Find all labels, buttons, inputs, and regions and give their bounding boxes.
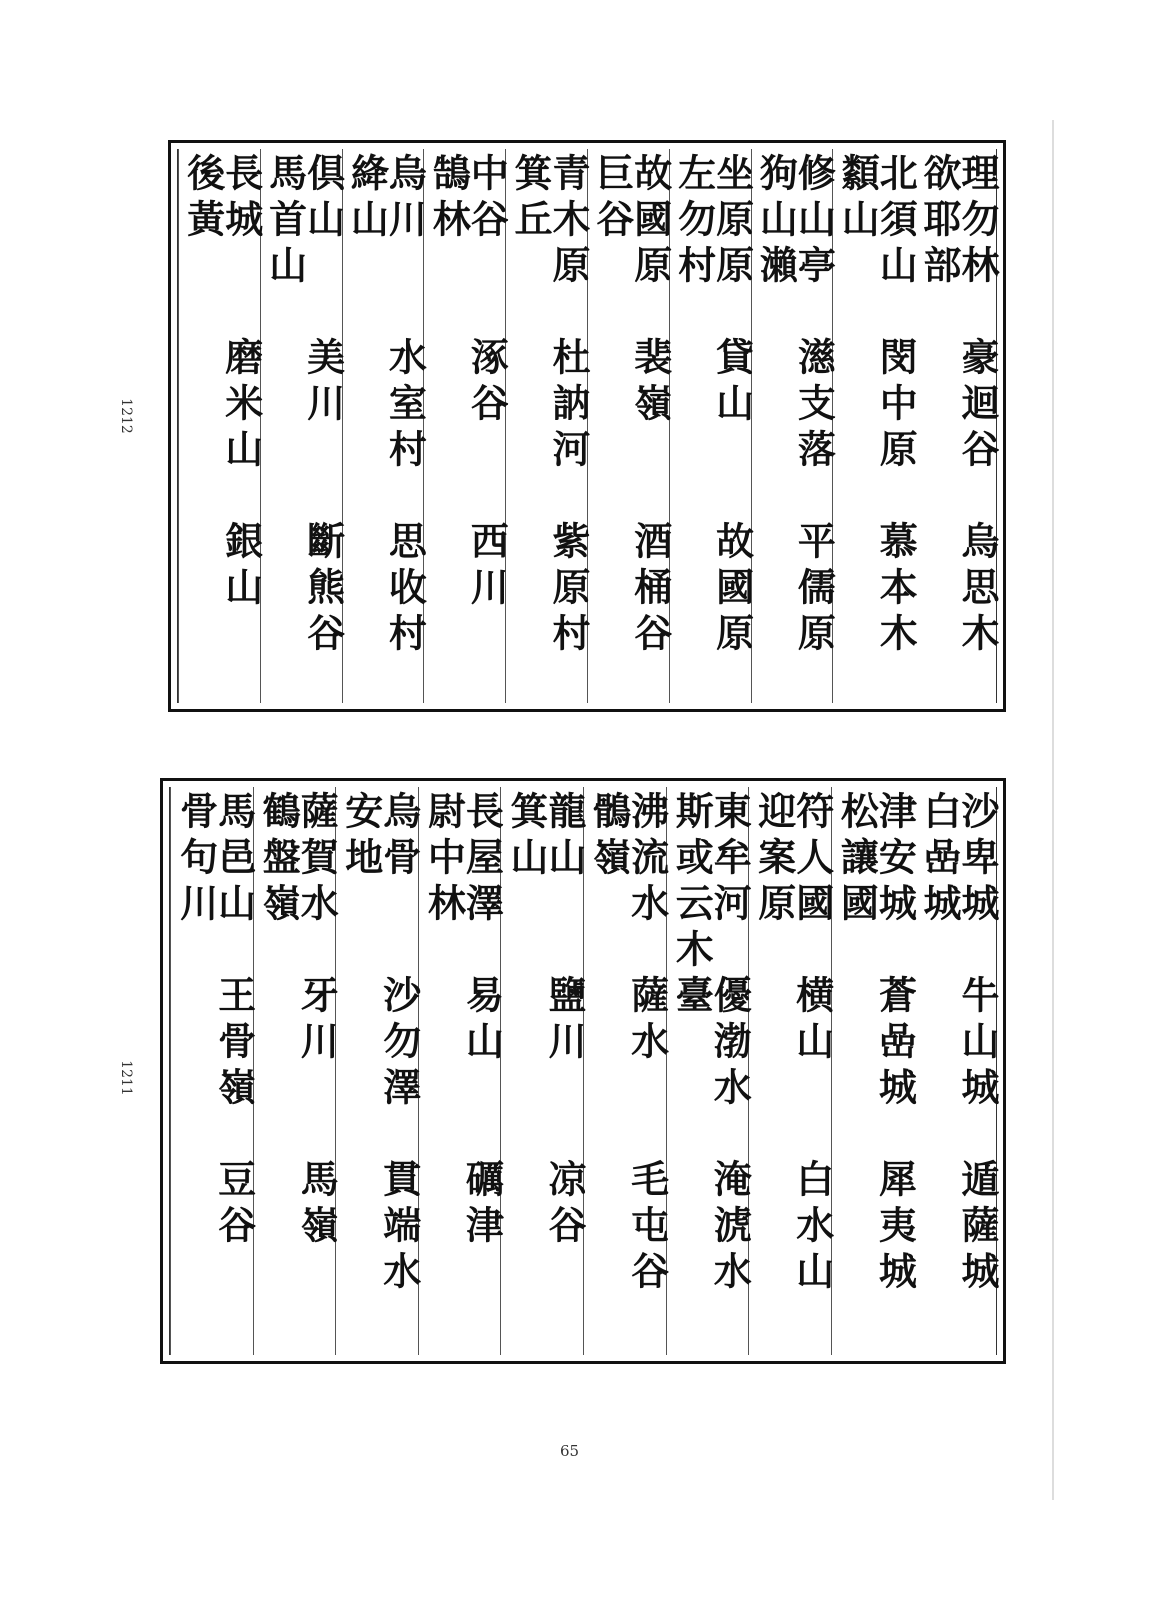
column-text: 故國原 裴嶺 酒桶谷 巨谷: [589, 153, 673, 705]
folio-top: 1212: [117, 398, 134, 434]
text-column: [170, 787, 257, 1355]
page-number: 65: [560, 1442, 580, 1460]
page-edge-shadow: [1052, 120, 1054, 1500]
column-text: 薩賀水 牙川 馬嶺 鶴盤嶺: [256, 791, 340, 1343]
text-column: [500, 787, 587, 1355]
top-panel: [168, 140, 1006, 712]
column-text: 津安城 蒼嵒城 犀夷城 松讓國: [834, 791, 918, 1343]
text-column: [505, 149, 591, 705]
text-column: [418, 787, 505, 1355]
column-text: 馬邑山 王骨嶺 豆谷 骨句川: [173, 791, 257, 1343]
bottom-panel-columns: [169, 787, 1000, 1355]
column-text: 沸流水 薩水 毛屯谷 鶻嶺: [586, 791, 670, 1343]
column-text: 長城 磨米山 銀山 後黃: [180, 153, 264, 705]
column-text: 倶山 美川 斷熊谷 馬首山: [262, 153, 346, 705]
text-column: [335, 787, 422, 1355]
text-column: [253, 787, 340, 1355]
text-column: [342, 149, 428, 705]
column-text: 符人國 横山 白水山 迎案原: [751, 791, 835, 1343]
column-text: 龍山 鹽川 凉谷 箕山: [503, 791, 587, 1343]
bottom-panel: [160, 778, 1006, 1364]
column-text: 長屋澤 易山 礪津 尉中林: [421, 791, 505, 1343]
text-column: [587, 149, 673, 705]
column-text: 烏骨 沙勿澤 貫端水 安地: [338, 791, 422, 1343]
column-text: 北須山 閔中原 慕本木 纇山: [835, 153, 919, 705]
column-text: 沙卑城 牛山城 遁薩城 白嵒城: [916, 791, 1000, 1343]
text-column: [666, 787, 753, 1355]
folio-bottom: 1211: [117, 1060, 134, 1096]
text-column: [178, 149, 264, 705]
column-text: 東牟河 優渤水 淹淲水 斯或云木臺: [669, 791, 753, 1343]
text-column: [669, 149, 755, 705]
column-text: 中谷 涿谷 西川 鵠林: [426, 153, 510, 705]
text-column: [831, 787, 918, 1355]
column-text: 理勿林 豪迴谷 烏思木 欲耶部: [916, 153, 1000, 705]
column-text: 烏川 水室村 思收村 絳山: [344, 153, 428, 705]
text-column: [583, 787, 670, 1355]
column-text: 修山亭 濨支落 平儒原 狗山瀨: [753, 153, 837, 705]
text-column: [913, 787, 1000, 1355]
text-column: [423, 149, 510, 705]
text-column: [751, 149, 837, 705]
column-text: 坐原原 貸山 故國原 左勿村: [671, 153, 755, 705]
text-column: [832, 149, 919, 705]
text-column: [914, 149, 1000, 705]
text-column: [748, 787, 835, 1355]
text-column: [260, 149, 346, 705]
column-text: 青木原 杜訥河 紫原村 箕丘: [507, 153, 591, 705]
top-panel-columns: [177, 149, 1000, 705]
